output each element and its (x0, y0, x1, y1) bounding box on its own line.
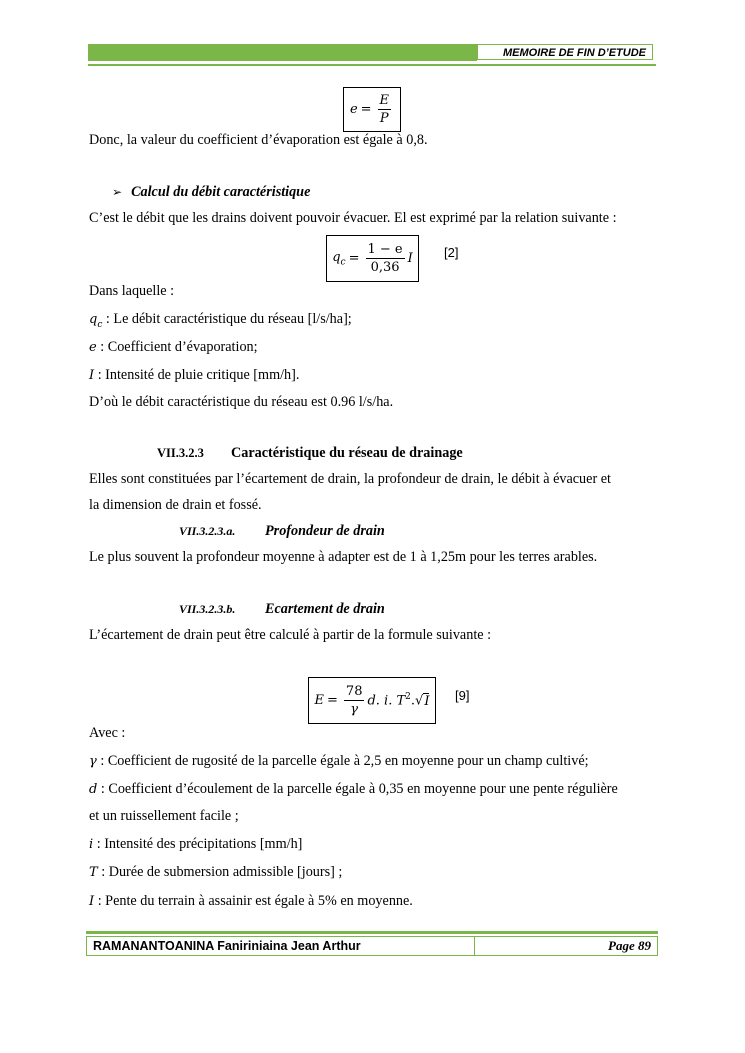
header-green-band (88, 44, 477, 61)
paragraph-dans-laquelle: Dans laquelle : (89, 283, 175, 299)
formula-den: γ (350, 702, 359, 717)
header-rule (88, 64, 656, 66)
footer-rule (86, 931, 658, 934)
formula-fraction (344, 684, 365, 717)
page-header (88, 44, 656, 62)
formula-eq: = (327, 693, 338, 708)
equation-ref: [2] (444, 245, 459, 260)
subsection-heading-a (179, 522, 385, 540)
formula-tail: I (407, 251, 413, 266)
section-title: Caractéristique du réseau de drainage (231, 445, 463, 461)
subsection-number: VII.3.2.3.a. (179, 524, 236, 538)
paragraph-debit-def: C’est le débit que les drains doivent pouvoir évacuer. El est exprimé par la relation suivante : (89, 210, 617, 226)
definition-item: I : Pente du terrain à assainir est égale à 5% en moyenne. (89, 893, 413, 909)
footer-author: RAMANANTOANINA Faniriniaina Jean Arthur (86, 936, 475, 956)
definition-item: T : Durée de submersion admissible [jours] ; (89, 864, 343, 880)
formula-lhs: e (349, 102, 358, 117)
formula-eq: = (360, 102, 372, 117)
bullet-heading (112, 183, 310, 201)
section-number: VII.3.2.3 (157, 446, 204, 460)
definition-item: I : Intensité de pluie critique [mm/h]. (89, 367, 300, 383)
formula-num: 1 − e (367, 242, 403, 257)
paragraph-debit-result: D’où le débit caractéristique du réseau est 0.96 l/s/ha. (89, 394, 394, 410)
formula-fraction (366, 242, 405, 275)
bullet-arrow-icon: ➢ (112, 185, 123, 199)
formula-debit (326, 235, 419, 282)
formula-lhs: $q_c$ (332, 249, 346, 268)
paragraph-evap-value: Donc, la valeur du coefficient d’évaporation est égale à 0,8. (89, 132, 428, 148)
formula-evaporation (343, 87, 401, 132)
definition-item: et un ruissellement facile ; (89, 808, 239, 824)
header-title: MEMOIRE DE FIN D’ETUDE (477, 44, 653, 60)
formula-num: E (379, 93, 390, 108)
section-heading (157, 444, 463, 462)
paragraph-profondeur: Le plus souvent la profondeur moyenne à adapter est de 1 à 1,25m pour les terres arables. (89, 549, 598, 565)
subsection-number: VII.3.2.3.b. (179, 602, 236, 616)
equation-ref: [9] (455, 688, 470, 703)
formula-ecartement (308, 677, 436, 724)
formula-eq: = (348, 251, 360, 266)
formula-den: P (379, 111, 389, 126)
footer-page-number: Page 89 (475, 936, 658, 956)
subsection-title: Profondeur de drain (265, 523, 385, 539)
formula-num: 78 (345, 684, 363, 699)
paragraph-avec: Avec : (89, 725, 126, 741)
paragraph-constitution-cont: la dimension de drain et fossé. (89, 497, 262, 513)
formula-den: 0,36 (370, 260, 400, 275)
bullet-title: Calcul du débit caractéristique (131, 184, 311, 200)
formula-tail: d. i. $T^2.√I$ (367, 692, 430, 709)
paragraph-constitution: Elles sont constituées par l’écartement de drain, la profondeur de drain, le débit à évacuer et (89, 471, 611, 487)
definition-item: e : Coefficient d’évaporation; (89, 339, 258, 355)
definition-item: γ : Coefficient de rugosité de la parcelle égale à 2,5 en moyenne pour un champ cultivé; (89, 753, 589, 769)
formula-fraction (378, 93, 392, 126)
definition-item: $q_c$ : Le débit caractéristique du réseau [l/s/ha]; (89, 311, 352, 330)
definition-item: d : Coefficient d’écoulement de la parcelle égale à 0,35 en moyenne pour une pente régulière (89, 781, 618, 797)
paragraph-ecartement: L’écartement de drain peut être calculé à partir de la formule suivante : (89, 627, 492, 643)
subsection-heading-b (179, 600, 385, 618)
definition-item: i : Intensité des précipitations [mm/h] (89, 836, 303, 852)
formula-lhs: E (314, 693, 325, 708)
subsection-title: Ecartement de drain (265, 601, 385, 617)
